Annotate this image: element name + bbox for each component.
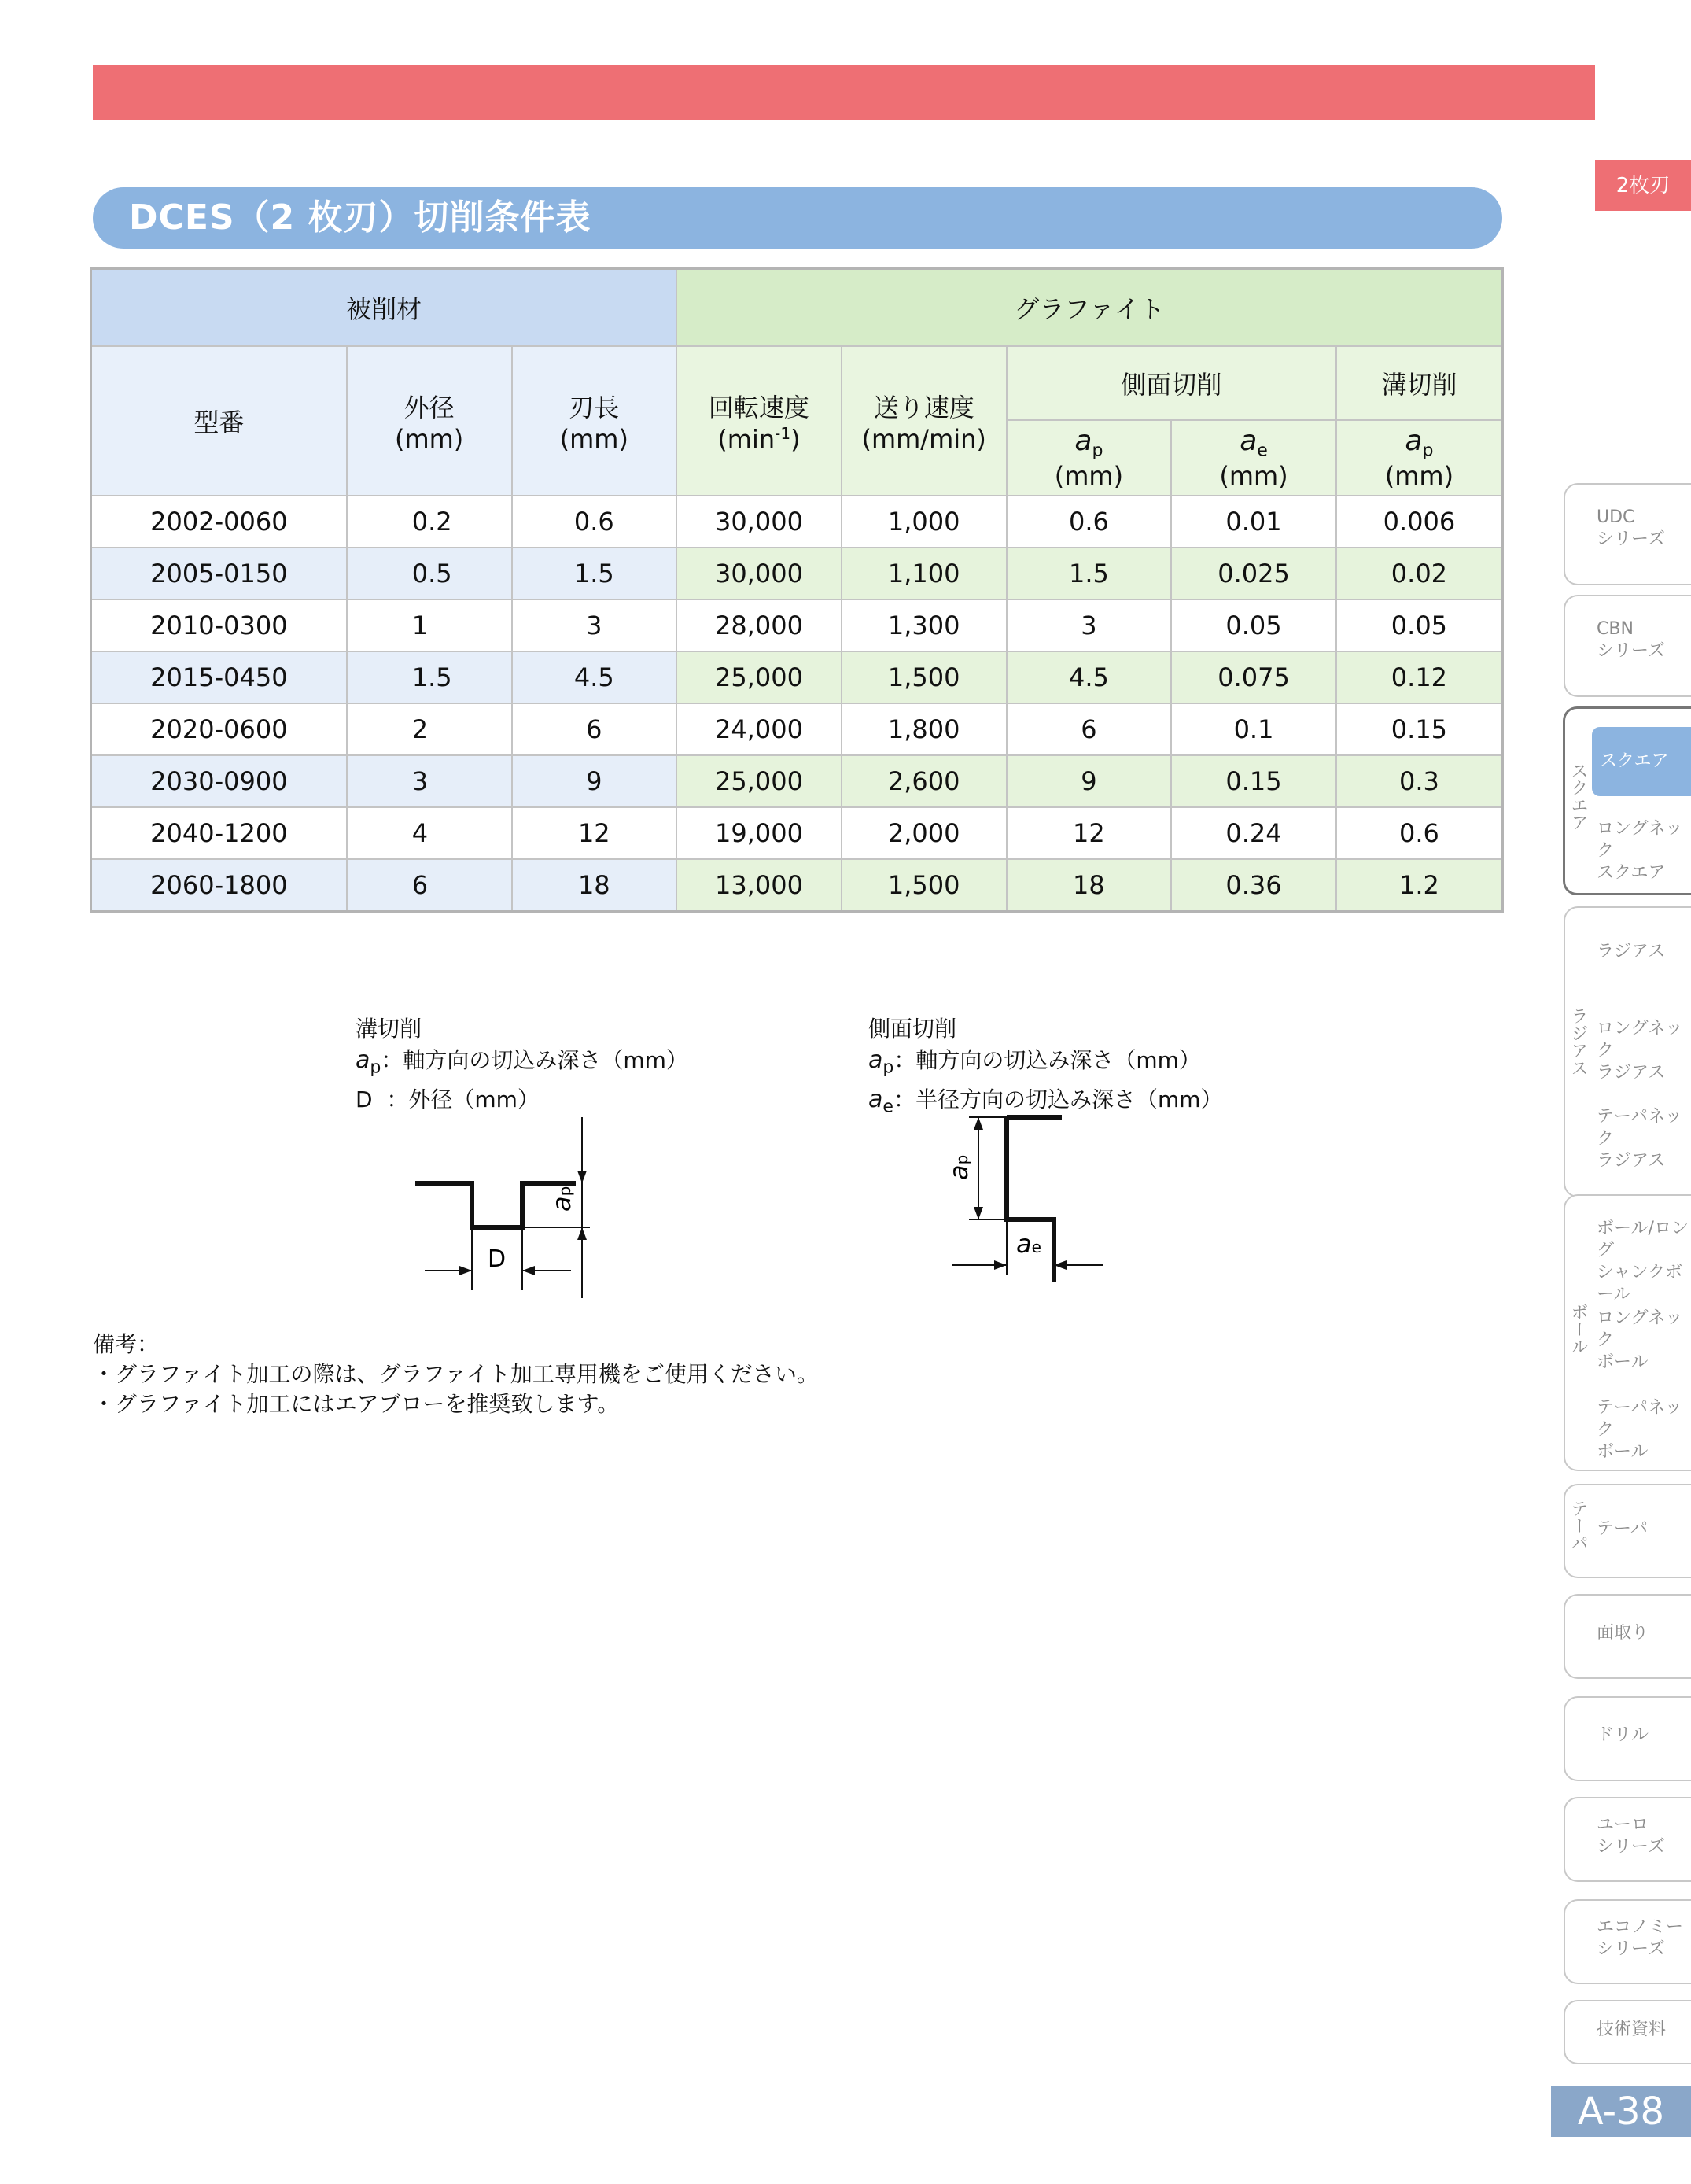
side-item-euro[interactable] — [1597, 1814, 1691, 1858]
cell-ap: 1.5 — [1007, 548, 1172, 599]
sym-a: a — [1016, 1229, 1032, 1259]
unit-mm: (mm) — [1219, 460, 1288, 491]
table-row — [91, 807, 1503, 859]
side-eco-line1: エコノミー — [1597, 1917, 1684, 1937]
side-tnb-line1: テーパネック — [1597, 1398, 1682, 1440]
material-header: 被削材 — [91, 269, 677, 347]
side-bl-line1: ボール/ロング — [1597, 1219, 1689, 1260]
cell-speed: 13,000 — [676, 859, 842, 911]
cell-ae: 0.1 — [1171, 703, 1336, 755]
col-side-ap — [1007, 420, 1172, 496]
side-item-longneck-radius[interactable] — [1597, 1018, 1691, 1084]
side-item-ball-longshank[interactable] — [1597, 1218, 1691, 1306]
side-item-radius[interactable]: ラジアス — [1597, 942, 1666, 961]
table-row — [91, 703, 1503, 755]
page-number: A-38 — [1551, 2086, 1691, 2137]
legend-groove-ap — [356, 1045, 688, 1084]
sym-a: a — [1240, 425, 1258, 458]
side-item-taperneck-radius[interactable] — [1597, 1106, 1691, 1172]
side-item-taper[interactable]: テーパ — [1597, 1519, 1648, 1539]
side-lns-line2: スクエア — [1597, 863, 1666, 883]
sym-sub-p: p — [882, 1057, 894, 1078]
cell-feed: 1,000 — [842, 496, 1007, 548]
side-cbn-line2: シリーズ — [1597, 641, 1665, 661]
cell-speed: 25,000 — [676, 651, 842, 703]
cell-feed: 1,300 — [842, 599, 1007, 651]
cell-ae: 0.36 — [1171, 859, 1336, 911]
col-speed-unit — [677, 424, 841, 455]
cell-l: 0.6 — [512, 496, 677, 548]
cell-d: 2 — [347, 703, 512, 755]
legend-groove — [356, 1013, 688, 1116]
cell-model: 2005-0150 — [91, 548, 347, 599]
sym-a: a — [868, 1085, 883, 1113]
cell-feed: 1,100 — [842, 548, 1007, 599]
col-side-cutting: 側面切削 — [1007, 346, 1336, 420]
cell-l: 12 — [512, 807, 677, 859]
cell-model: 2020-0600 — [91, 703, 347, 755]
cell-ae: 0.075 — [1171, 651, 1336, 703]
speed-unit-close: ) — [790, 424, 801, 455]
col-speed — [676, 346, 842, 496]
legend-side-title: 側面切削 — [868, 1016, 957, 1042]
col-side-ae — [1171, 420, 1336, 496]
sym-sub-p: p — [1092, 441, 1103, 461]
side-ap-label — [944, 1155, 974, 1180]
side-radius-group-label: ラジアス — [1568, 1007, 1588, 1076]
notes-line-1: ・グラファイト加工の際は、グラファイト加工専用機をご使用ください。 — [93, 1361, 819, 1387]
cell-gap: 0.05 — [1336, 599, 1503, 651]
cell-feed: 2,600 — [842, 755, 1007, 807]
cell-d: 1 — [347, 599, 512, 651]
groove-diagram — [393, 1109, 629, 1298]
side-cbn-line1: CBN — [1597, 619, 1634, 639]
col-feed — [842, 346, 1007, 496]
legend-groove-title: 溝切削 — [356, 1016, 422, 1042]
sym-a: a — [547, 1196, 577, 1212]
sym-a: a — [1074, 425, 1092, 458]
cell-gap: 0.12 — [1336, 651, 1503, 703]
cell-speed: 30,000 — [676, 548, 842, 599]
cell-ae: 0.24 — [1171, 807, 1336, 859]
sym-sub-p: p — [1422, 441, 1434, 461]
side-item-square[interactable] — [1592, 727, 1691, 796]
cell-l: 1.5 — [512, 548, 677, 599]
cell-ae: 0.025 — [1171, 548, 1336, 599]
cell-feed: 1,800 — [842, 703, 1007, 755]
cutting-conditions-table — [90, 267, 1504, 913]
table-row — [91, 599, 1503, 651]
side-ae-label — [1016, 1229, 1041, 1259]
cell-model: 2010-0300 — [91, 599, 347, 651]
legend-groove-ap-text: ：軸方向の切込み深さ（mm） — [381, 1047, 688, 1073]
title-bar — [93, 187, 1502, 249]
groove-ap-label — [547, 1186, 577, 1212]
col-diameter-unit: (mm) — [394, 424, 464, 454]
table-row — [91, 496, 1503, 548]
legend-side-ae-text: ：半径方向の切込み深さ（mm） — [893, 1086, 1223, 1112]
cell-ap: 0.6 — [1007, 496, 1172, 548]
cell-feed: 2,000 — [842, 807, 1007, 859]
sym-a: a — [1405, 425, 1423, 458]
cell-gap: 0.3 — [1336, 755, 1503, 807]
side-lns-line1: ロングネック — [1597, 819, 1683, 861]
cell-l: 3 — [512, 599, 677, 651]
d-label: D — [356, 1086, 373, 1112]
legend-groove-d-text: ：外径（mm） — [386, 1086, 540, 1112]
side-lnr-line2: ラジアス — [1597, 1063, 1666, 1083]
cell-ap: 9 — [1007, 755, 1172, 807]
cell-l: 6 — [512, 703, 677, 755]
table-row — [91, 755, 1503, 807]
cell-ae: 0.05 — [1171, 599, 1336, 651]
notes-line-2: ・グラファイト加工にはエアブローを推奨致します。 — [93, 1391, 620, 1417]
cell-ap: 18 — [1007, 859, 1172, 911]
sym-a: a — [868, 1046, 883, 1074]
legend-side-ap — [868, 1045, 1223, 1084]
cell-speed: 24,000 — [676, 703, 842, 755]
cell-ae: 0.15 — [1171, 755, 1336, 807]
cell-model: 2030-0900 — [91, 755, 347, 807]
cell-gap: 0.15 — [1336, 703, 1503, 755]
notes-title: 備考： — [93, 1331, 160, 1357]
side-item-taperneck-ball[interactable] — [1597, 1397, 1691, 1463]
side-item-drill[interactable]: ドリル — [1597, 1725, 1649, 1745]
col-model: 型番 — [91, 346, 347, 496]
side-diagram — [928, 1101, 1117, 1290]
cell-ae: 0.01 — [1171, 496, 1336, 548]
side-udc-line2: シリーズ — [1597, 529, 1665, 549]
cell-d: 3 — [347, 755, 512, 807]
cell-speed: 30,000 — [676, 496, 842, 548]
cell-model: 2015-0450 — [91, 651, 347, 703]
cell-ap: 4.5 — [1007, 651, 1172, 703]
cell-d: 6 — [347, 859, 512, 911]
sym-sub-e: e — [1257, 441, 1268, 461]
cell-feed: 1,500 — [842, 859, 1007, 911]
side-lnr-line1: ロングネック — [1597, 1019, 1683, 1061]
side-item-tech[interactable]: 技術資料 — [1597, 2020, 1667, 2039]
side-euro-line2: シリーズ — [1597, 1837, 1665, 1857]
sym-sub-p: p — [370, 1057, 381, 1078]
cell-l: 18 — [512, 859, 677, 911]
side-tnr-line1: テーパネック — [1597, 1107, 1682, 1149]
speed-unit-text: (min — [717, 424, 776, 455]
table-row — [91, 548, 1503, 599]
side-square-label: スクエア — [1600, 751, 1669, 771]
cell-gap: 0.6 — [1336, 807, 1503, 859]
col-groove-ap — [1336, 420, 1503, 496]
material-graphite: グラファイト — [676, 269, 1502, 347]
col-diameter-label: 外径 — [403, 393, 455, 422]
col-speed-label: 回転速度 — [708, 392, 809, 422]
side-lnb-line1: ロングネック — [1597, 1308, 1683, 1350]
side-udc-label[interactable] — [1597, 507, 1691, 551]
side-udc-line1: UDC — [1597, 507, 1635, 527]
side-item-longneck-ball[interactable] — [1597, 1308, 1691, 1374]
unit-mm: (mm) — [1054, 460, 1124, 491]
cell-ap: 12 — [1007, 807, 1172, 859]
table-row — [91, 651, 1503, 703]
sym-a: a — [944, 1164, 974, 1180]
side-tnr-line2: ラジアス — [1597, 1151, 1666, 1171]
side-taper-group-label: テーパ — [1568, 1500, 1588, 1551]
col-groove-cutting: 溝切削 — [1336, 346, 1503, 420]
side-cbn-label[interactable] — [1597, 618, 1691, 662]
legend-side-ap-text: ：軸方向の切込み深さ（mm） — [893, 1047, 1201, 1073]
col-length-label: 刃長 — [569, 393, 620, 422]
sym-sub-e: e — [882, 1097, 893, 1117]
side-euro-line1: ユーロ — [1597, 1815, 1649, 1835]
cell-model: 2040-1200 — [91, 807, 347, 859]
side-ball-group-label: ボール — [1568, 1303, 1588, 1355]
side-item-chamfer[interactable]: 面取り — [1597, 1623, 1649, 1643]
sym-sub-p: p — [952, 1154, 971, 1165]
cell-feed: 1,500 — [842, 651, 1007, 703]
sym-sub-p: p — [555, 1186, 574, 1197]
cell-d: 1.5 — [347, 651, 512, 703]
speed-unit-sup: -1 — [775, 423, 791, 443]
cell-gap: 0.02 — [1336, 548, 1503, 599]
cell-model: 2002-0060 — [91, 496, 347, 548]
col-length — [512, 346, 677, 496]
page-title: DCES（2 枚刃）切削条件表 — [129, 197, 591, 238]
col-diameter — [347, 346, 512, 496]
cell-speed: 25,000 — [676, 755, 842, 807]
cell-ap: 6 — [1007, 703, 1172, 755]
table-row — [91, 859, 1503, 911]
tab-2-blade[interactable]: 2枚刃 — [1595, 160, 1691, 211]
cell-l: 4.5 — [512, 651, 677, 703]
sym-a: a — [356, 1046, 370, 1074]
side-tnb-line2: ボール — [1597, 1442, 1649, 1462]
side-item-longneck-square[interactable] — [1597, 818, 1691, 884]
cell-l: 9 — [512, 755, 677, 807]
col-feed-label: 送り速度 — [873, 393, 974, 422]
cell-d: 0.2 — [347, 496, 512, 548]
col-length-unit: (mm) — [559, 424, 628, 454]
side-square-group-label: スクエア — [1568, 762, 1588, 831]
groove-d-label: D — [488, 1245, 507, 1273]
col-feed-unit: (mm/min) — [861, 424, 986, 454]
sym-sub-e: e — [1031, 1238, 1041, 1256]
cell-d: 4 — [347, 807, 512, 859]
cell-model: 2060-1800 — [91, 859, 347, 911]
cell-gap: 1.2 — [1336, 859, 1503, 911]
cell-ap: 3 — [1007, 599, 1172, 651]
top-color-band — [93, 65, 1595, 120]
cell-speed: 28,000 — [676, 599, 842, 651]
notes — [93, 1330, 819, 1419]
cell-d: 0.5 — [347, 548, 512, 599]
unit-mm: (mm) — [1384, 460, 1454, 491]
side-item-economy[interactable] — [1597, 1917, 1691, 1961]
side-eco-line2: シリーズ — [1597, 1939, 1665, 1959]
side-lnb-line2: ボール — [1597, 1352, 1649, 1372]
cell-gap: 0.006 — [1336, 496, 1503, 548]
cell-speed: 19,000 — [676, 807, 842, 859]
side-bl-line2: シャンクボール — [1597, 1263, 1683, 1304]
